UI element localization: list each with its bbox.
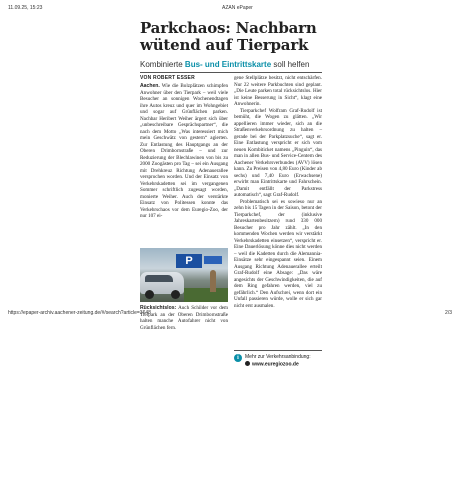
- browser-print-footer: [8, 310, 452, 320]
- road-sign-icon: [204, 256, 222, 264]
- article-byline: VON ROBERT ESSER: [140, 75, 195, 81]
- article-subline: [140, 60, 325, 69]
- print-timestamp: 11.09.25, 15:23: [8, 5, 43, 11]
- print-page-title: AZAN ePaper: [222, 5, 253, 11]
- photo-car-wheel-front: [145, 290, 154, 299]
- info-website: www.euregiozoo.de: [252, 361, 299, 367]
- photo-person: [210, 270, 216, 292]
- right-paragraph-1: gene Stellplätze besitzt, nicht entschärfen. Nur 22 weitere Parkbuchten sind geplant. „Die Leute parken total rücksichtslos. Hier ist keine Besserung in Sicht“, klagt eine Anwohnerin.: [234, 75, 322, 107]
- subline-prefix: Kombinierte: [140, 60, 185, 69]
- subline-divider: [140, 72, 322, 73]
- browser-print-header: [8, 5, 452, 15]
- headline-line-1: Parkchaos: Nachbarn: [140, 19, 317, 37]
- dateline: Aachen.: [140, 83, 160, 89]
- parking-sign-icon: P: [176, 254, 202, 268]
- caption-lead: Rücksichtslos:: [140, 305, 177, 311]
- photo-car-wheel-rear: [171, 290, 180, 299]
- print-page-number: 2/3: [445, 310, 452, 316]
- subline-suffix: soll helfen: [271, 60, 310, 69]
- article-column-right: [234, 75, 322, 309]
- globe-icon: [245, 361, 250, 366]
- right-paragraph-2: Tierparkchef Wolfram Graf-Rudolf ist bemüht, die Wogen zu glätten. „Wir appellieren immer wieder, sich an die Straßenverkehrsordnung zu halten – gerade bei der Parkplatzsuche“, sagt er. Eine Entlastung verspricht er sich vom neuen Kombiticket namens „Pinguin“, das man in allen Bus- und Service-Centern des Aachener Verkehrsverbundes (AVV) lösen kann. Zu Preisen von 4,80 Euro (Kinder ab sechs) und 7,40 Euro (Erwachsene) erwirbt man Eintrittskarte und Fahrschein. „Damit entfällt der Parkstress automatisch“, sagt Graf-Rudolf.: [234, 107, 322, 198]
- caption-text: Auch Schilder vor dem Tierpark an der Oberen Drimbornstraße halten manche Autofahrer nicht von Grünflächen fern.: [140, 305, 228, 331]
- subline-highlight: Bus- und Eintrittskarte: [184, 60, 272, 69]
- left-column-text: Wie die Bolzplätzen schimpfen Anwohner über den Tierpark – weil viele Besucher an sonnigen Wochenendtagen ihre Autos kreuz und quer im Wohngebiet und sogar auf Grünflächen parken. Nachbar Heribert Weiher ärgert sich über „unbeschreibare Gesprächspartner“, die nach dem Motto „Was interessiert mich mein Geschwätz von gestern“ agierten. Zur Entlastung des Hauptgangs an der Oberen Drimbornstraße – und zur Reduzierung der Blechlawinen von bis zu 2000 Zoogästen pro Tag – sei ein Ausgang mit Drehkreuz Richtung Adenauerallee versprochen worden. Und der Einsatz von Verkehrskadetten sei im vergangenen Sommer schriftlich zugesagt worden, monierte Weiher. Auch der verstärkte Einsatz von Politessen konnte das Verkehrschaos vor dem Euregio-Zoo, der nur 107 ei-: [140, 83, 228, 219]
- photo-grass: [184, 288, 228, 302]
- newspaper-article: [138, 19, 323, 367]
- right-paragraph-3: Problematisch sei es sowieso nur an zehn bis 15 Tagen in der Saison, betont der Tierparkchef, der (inklusive Jahreskartenbesitzern) rund 330 000 Besucher pro Jahr zählt. „In den kommenden Wochen werden wir verstärkt Verkehrskadetten einsetzen“, verspricht er. Eine Dauerlösung könne dies nicht werden – weil die Kadetten durch die Alemannia-Einsätze sehr eingespannt seien. Einem Ausgang Richtung Adenauerallee erteilt Graf-Rudolf eine Absage: „Das wäre angesichts der Geschwindigkeiten, die auf dem Ring gefahren werden, viel zu gefährlich.“ Den Aufschrei, wenn dort ein Unfall passieren würde, wolle er sich gar nicht erst ausmalen.: [234, 198, 322, 309]
- article-column-left: [140, 83, 228, 220]
- print-url: https://epaper-archiv.aachener-zeitung.de/#/search?article=3648: [8, 310, 151, 316]
- headline-line-2: wütend auf Tierpark: [140, 36, 309, 54]
- info-label: Mehr zur Verkehrsanbindung:: [245, 354, 311, 360]
- info-icon: i: [234, 354, 242, 362]
- photo-car-window: [145, 275, 173, 282]
- article-headline: [140, 20, 325, 54]
- article-photo: [140, 248, 228, 302]
- info-box: [234, 350, 322, 368]
